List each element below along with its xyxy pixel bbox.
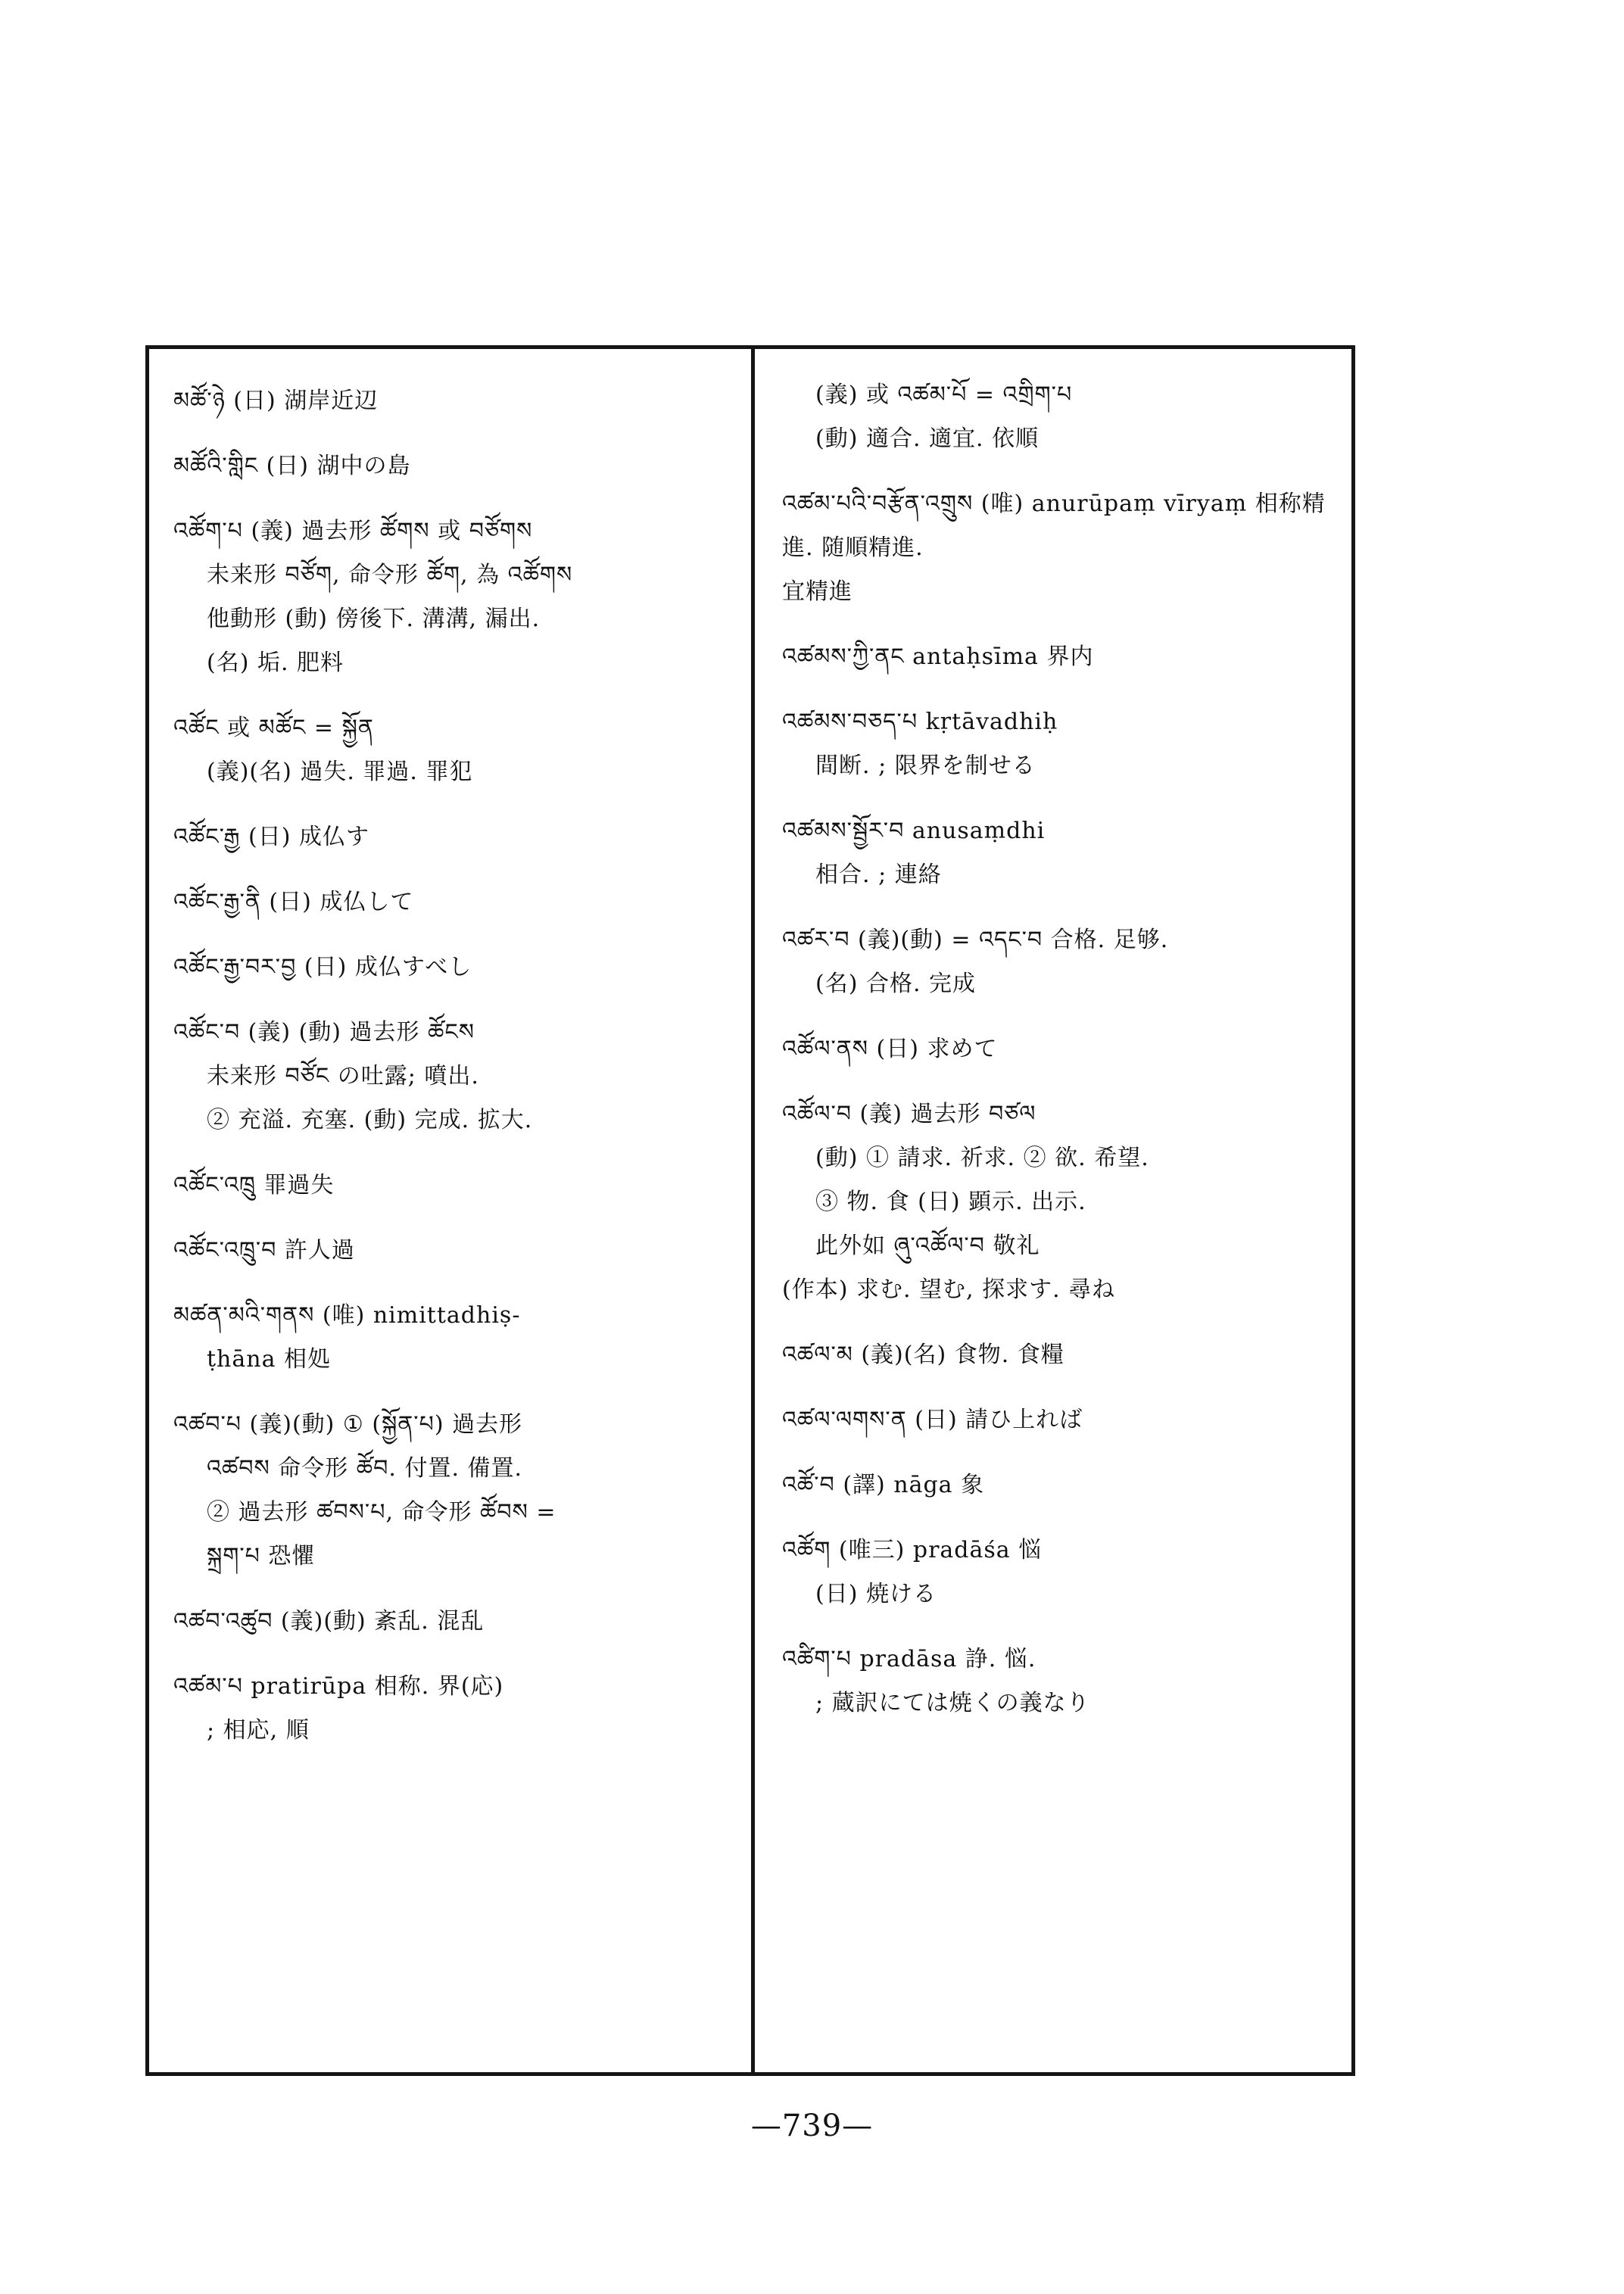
entry xyxy=(173,379,734,423)
entry-line: འཚལ་མ (義)(名) 食物. 食糧 xyxy=(782,1342,1064,1368)
entry xyxy=(173,444,734,488)
entry xyxy=(173,1665,734,1753)
entry-line: 相合. ; 連絡 xyxy=(815,862,942,888)
entry xyxy=(782,482,1338,614)
entry-line: འཚོང 或 མཚོང = སྐྱོན xyxy=(173,715,374,741)
entry-line: འཚོང་འཁྲུ 罪過失 xyxy=(173,1172,335,1198)
entry-line: མཚོའི་གླིང (日) 湖中の島 xyxy=(173,453,411,479)
entry-line: འཚོལ་བ (義) 過去形 བཙལ xyxy=(782,1101,1036,1127)
entry xyxy=(173,946,734,990)
entry xyxy=(173,1164,734,1208)
entry xyxy=(173,706,734,794)
entry-line: འཚོང་རྒྱ་བར་བྱ (日) 成仏すべし xyxy=(173,954,472,980)
page-number: —739— xyxy=(750,2109,874,2143)
entry-line: ③ 物. 食 (日) 顕示. 出示. xyxy=(815,1189,1086,1215)
entry-line: འཚམས་སྦྱོར་བ anusaṃdhi xyxy=(782,818,1046,844)
entry-line: འཚབ་འཚུབ (義)(動) 紊乱. 混乱 xyxy=(173,1608,485,1635)
entry-line: 他動形 (動) 傍後下. 溝溝, 漏出. xyxy=(207,606,541,632)
entry-line: འཚོ་བ (譯) nāga 象 xyxy=(782,1472,985,1498)
entry-line: འཚོང་བ (義) (動) 過去形 ཚོངས xyxy=(173,1019,475,1046)
entry-line: 此外如 ཞུ་འཚོལ་བ 敬礼 xyxy=(815,1233,1040,1259)
entry-line: ; 相応, 順 xyxy=(207,1717,310,1744)
entry xyxy=(173,1600,734,1644)
entry xyxy=(173,510,734,685)
entry xyxy=(173,1229,734,1273)
entry-line: སྐྲག་པ 恐懼 xyxy=(207,1543,316,1569)
entry-line: མཚོ་ཉེ (日) 湖岸近辺 xyxy=(173,388,379,414)
entry-line: འཚིག་པ pradāsa 諍. 悩. xyxy=(782,1646,1036,1672)
entry-line: འཚམས་བཅད་པ kṛtāvadhiḥ xyxy=(782,709,1058,735)
entry-line: (義)(名) 過失. 罪過. 罪犯 xyxy=(207,759,473,785)
entry-line: (名) 垢. 肥料 xyxy=(207,650,344,676)
entry-line: འཚོང་རྒྱ་ནི (日) 成仏して xyxy=(173,889,414,915)
entry xyxy=(782,809,1338,897)
entry-line: འཚབ་པ (義)(動) ① (སྐྱོན་པ) 過去形 xyxy=(173,1411,523,1438)
entry xyxy=(173,1403,734,1579)
entry-line: 未来形 བཙོང の吐露; 噴出. xyxy=(207,1063,479,1089)
entry xyxy=(173,1294,734,1382)
entry-line: འཚོལ་ནས (日) 求めて xyxy=(782,1036,998,1062)
entry-line: 宜精進 xyxy=(782,578,853,605)
entry-line: ② 過去形 ཚབས་པ, 命令形 ཚོབས = xyxy=(207,1499,556,1526)
entry-line: མཚན་མའི་གནས (唯) nimittadhiṣ- xyxy=(173,1302,521,1329)
entry-line: (名) 合格. 完成 xyxy=(815,971,977,997)
entry xyxy=(782,1398,1338,1442)
entry-line: 間断. ; 限界を制せる xyxy=(815,753,1036,779)
entry-line: འཚམ་པ pratirūpa 相称. 界(応) xyxy=(173,1673,504,1700)
entry xyxy=(173,881,734,924)
entry xyxy=(173,1011,734,1142)
entry xyxy=(782,918,1338,1006)
dictionary-frame xyxy=(145,345,1355,2076)
entry-line: (作本) 求む. 望む, 探求す. 尋ね xyxy=(782,1276,1116,1303)
entry-line: (義) 或 འཚམ་པོ = འགྲིག་པ xyxy=(815,382,1073,408)
entry xyxy=(173,815,734,859)
entry-line: འཚམ་པའི་བརྩོན་འགྲུས (唯) anurūpaṃ vīryaṃ 相称精進. 随順精進. xyxy=(782,491,1326,561)
entry-line: (動) ① 請求. 祈求. ② 欲. 希望. xyxy=(815,1145,1149,1171)
left-column xyxy=(149,349,755,2072)
entry-line: འཚོང་རྒྱ (日) 成仏す xyxy=(173,824,369,850)
entry-line: 未来形 བཙོག, 命令形 ཚོག, 為 འཚོགས xyxy=(207,562,573,588)
entry-line: ; 蔵訳にては焼くの義なり xyxy=(815,1690,1090,1716)
entry xyxy=(782,1638,1338,1725)
entry-line: འཚོང་འཁྲུ་བ 許人過 xyxy=(173,1237,355,1264)
entry-line: འཚབས 命令形 ཚོབ. 付置. 備置. xyxy=(207,1455,523,1482)
entry xyxy=(782,1027,1338,1071)
right-column xyxy=(755,349,1351,2072)
entry-line: འཚལ་ལགས་ན (日) 請ひ上れば xyxy=(782,1407,1083,1433)
entry xyxy=(782,1463,1338,1507)
entry xyxy=(782,1529,1338,1616)
entry-line: (動) 適合. 適宜. 依順 xyxy=(815,425,1040,452)
entry-line: འཚོག (唯三) pradāśa 悩 xyxy=(782,1537,1043,1563)
entry xyxy=(782,700,1338,788)
entry-line: འཚོག་པ (義) 過去形 ཚོགས 或 བཙོགས xyxy=(173,518,533,544)
entry-line: འཚམས་ཀྱི་ནང antaḥsīma 界内 xyxy=(782,644,1094,670)
entry-line: ② 充溢. 充塞. (動) 完成. 拡大. xyxy=(207,1107,533,1133)
entry-line: (日) 焼ける xyxy=(815,1581,937,1607)
entry xyxy=(782,635,1338,679)
entry xyxy=(782,1333,1338,1377)
entry xyxy=(782,373,1338,461)
entry xyxy=(782,1092,1338,1312)
entry-line: འཚར་བ (義)(動) = འདང་བ 合格. 足够. xyxy=(782,927,1169,953)
entry-line: ṭhāna 相処 xyxy=(207,1346,332,1373)
